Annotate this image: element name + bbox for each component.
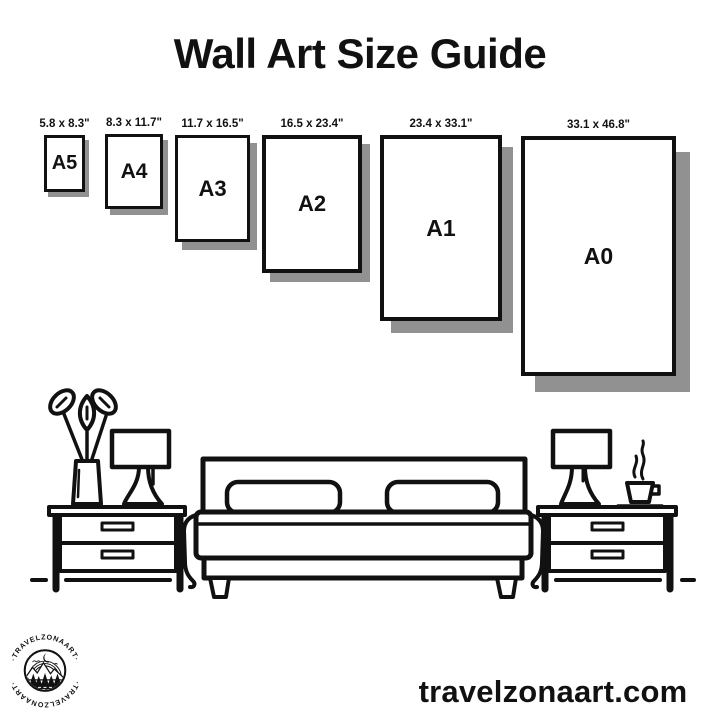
poster-frame-a3 xyxy=(175,135,250,242)
size-item-a5 xyxy=(39,118,90,192)
size-name-label: A2 xyxy=(297,191,327,216)
size-item-a4 xyxy=(105,117,163,209)
size-name-label: A3 xyxy=(198,175,227,201)
size-item-a0 xyxy=(521,119,676,376)
nightstand-right-icon xyxy=(538,507,676,589)
size-dimensions-label: 11.7 x 16.5" xyxy=(181,118,244,130)
poster-frame-a5 xyxy=(44,135,85,192)
size-name-label: A0 xyxy=(583,242,614,269)
nightstand-left-icon xyxy=(49,507,185,589)
size-dimensions-label: 33.1 x 46.8" xyxy=(566,119,631,131)
size-name-label: A5 xyxy=(51,152,78,174)
poster-frame-a4 xyxy=(105,134,163,209)
size-dimensions-label: 23.4 x 33.1" xyxy=(409,118,473,130)
bedroom-scene-illustration xyxy=(0,380,720,608)
size-dimensions-label: 8.3 x 11.7" xyxy=(106,117,162,129)
poster-frame-a2 xyxy=(262,135,362,273)
size-dimensions-label: 16.5 x 23.4" xyxy=(280,118,344,130)
coffee-cup-icon xyxy=(618,441,662,506)
plant-vase-icon xyxy=(46,386,121,504)
table-lamp-left-icon xyxy=(112,431,169,504)
logo-text-top: ·TRAVELZONAART· xyxy=(9,633,81,663)
size-item-a1 xyxy=(380,118,502,321)
brand-logo-badge xyxy=(6,629,84,709)
page-title: Wall Art Size Guide xyxy=(173,30,547,77)
logo-text-bottom: ·TRAVELZONAART· xyxy=(9,680,81,709)
poster-frame-a1 xyxy=(380,135,502,321)
website-url: travelzonaart.com xyxy=(418,674,688,709)
size-name-label: A4 xyxy=(120,159,148,183)
size-item-a2 xyxy=(262,118,362,273)
table-lamp-right-icon xyxy=(553,431,610,504)
size-item-a3 xyxy=(175,118,250,242)
size-dimensions-label: 5.8 x 8.3" xyxy=(39,118,90,130)
poster-frame-a0 xyxy=(521,136,676,376)
double-bed-icon xyxy=(184,459,543,597)
size-name-label: A1 xyxy=(426,214,456,241)
